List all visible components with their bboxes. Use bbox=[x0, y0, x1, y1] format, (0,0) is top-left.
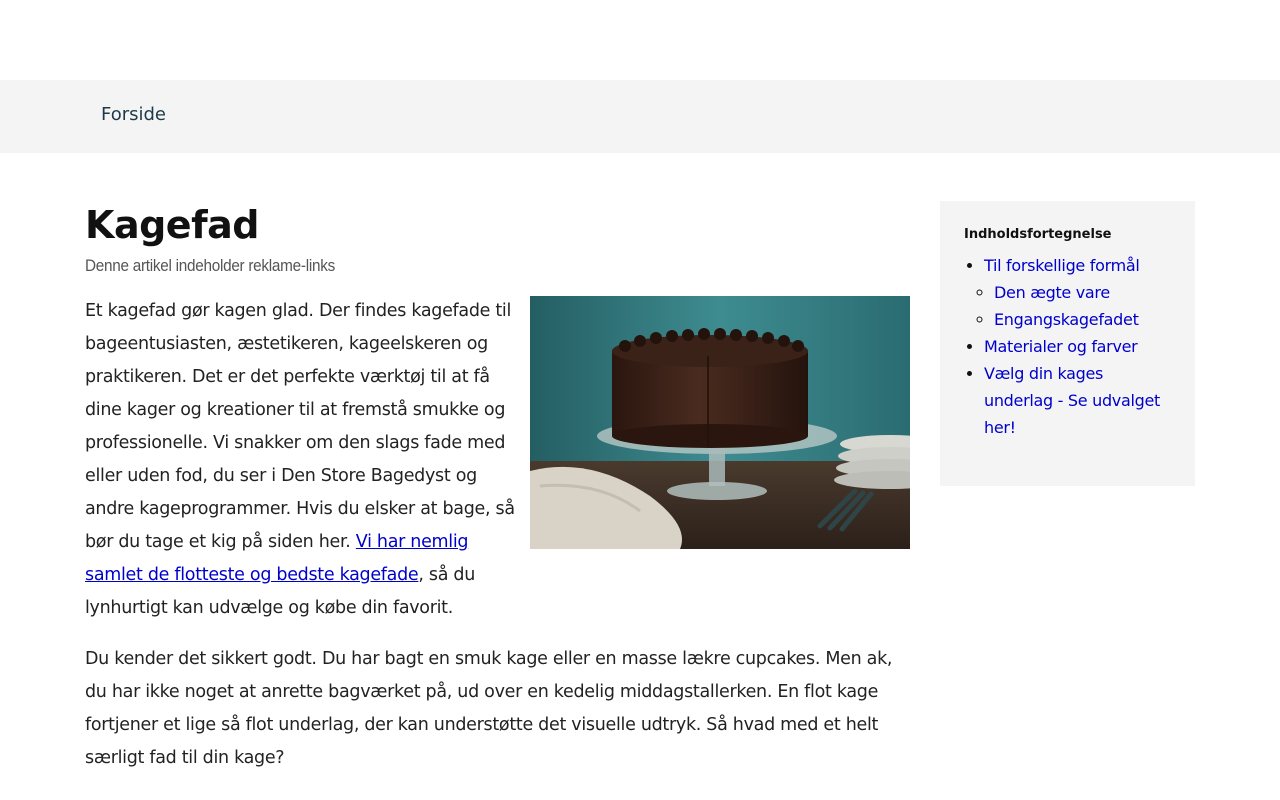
page-title: Kagefad bbox=[85, 203, 259, 247]
toc-item bbox=[984, 360, 1171, 441]
toc-link-disposable[interactable]: Engangskagefadet bbox=[994, 310, 1139, 329]
main-nav bbox=[0, 80, 1280, 153]
nav-home-link[interactable]: Forside bbox=[101, 104, 167, 125]
toc-subitem bbox=[994, 306, 1171, 333]
top-header bbox=[0, 0, 1280, 80]
ad-disclaimer: Denne artikel indeholder reklame-links bbox=[85, 256, 335, 275]
toc-item bbox=[984, 333, 1171, 360]
second-paragraph: Du kender det sikkert godt. Du har bagt en smuk kage eller en masse lækre cupcakes. Men ak, du har ikke noget at anrette bagværket på, ud over en kedelig middagstallerken. En flot kage fortjener et lige så flot underlag, der kan understøtte det visuelle udtryk. Så hvad med et helt særligt fad til din kage? bbox=[85, 649, 893, 768]
toc-item bbox=[984, 252, 1171, 333]
intro-text-end: , så du lynhurtigt kan udvælge og købe din favorit. bbox=[85, 565, 476, 618]
intro-text-start: Et kagefad gør kagen glad. Der findes kagefade til bageentusiasten, æstetikeren, kageelskeren og praktikeren. Det er det perfekte værktøj til at få dine kager og kreationer til at fremstå smukke og professionelle. Vi snakker om den slags fade med eller uden fod, du ser i Den Store Bagedyst og andre kageprogrammer. Hvis du elsker at bage, så bør du tage et kig på siden her. bbox=[85, 301, 515, 552]
toc-link-purposes[interactable]: Til forskellige formål bbox=[984, 256, 1140, 275]
cake-photo bbox=[530, 296, 910, 549]
toc-title: Indholdsfortegnelse bbox=[964, 227, 1112, 242]
cake-stand-illustration bbox=[530, 296, 910, 549]
article bbox=[85, 200, 911, 768]
intro-paragraph bbox=[85, 295, 517, 625]
toc-sublist bbox=[984, 279, 1171, 333]
toc-link-genuine[interactable]: Den ægte vare bbox=[994, 283, 1110, 302]
toc-link-choose[interactable]: Vælg din kages underlag - Se udvalget her! bbox=[984, 364, 1160, 437]
toc-subitem bbox=[994, 279, 1171, 306]
cake-stands-link[interactable]: Vi har nemlig samlet de flotteste og bedste kagefade bbox=[85, 532, 469, 585]
toc-list bbox=[964, 252, 1171, 441]
toc-link-materials[interactable]: Materialer og farver bbox=[984, 337, 1138, 356]
table-of-contents bbox=[940, 201, 1195, 486]
